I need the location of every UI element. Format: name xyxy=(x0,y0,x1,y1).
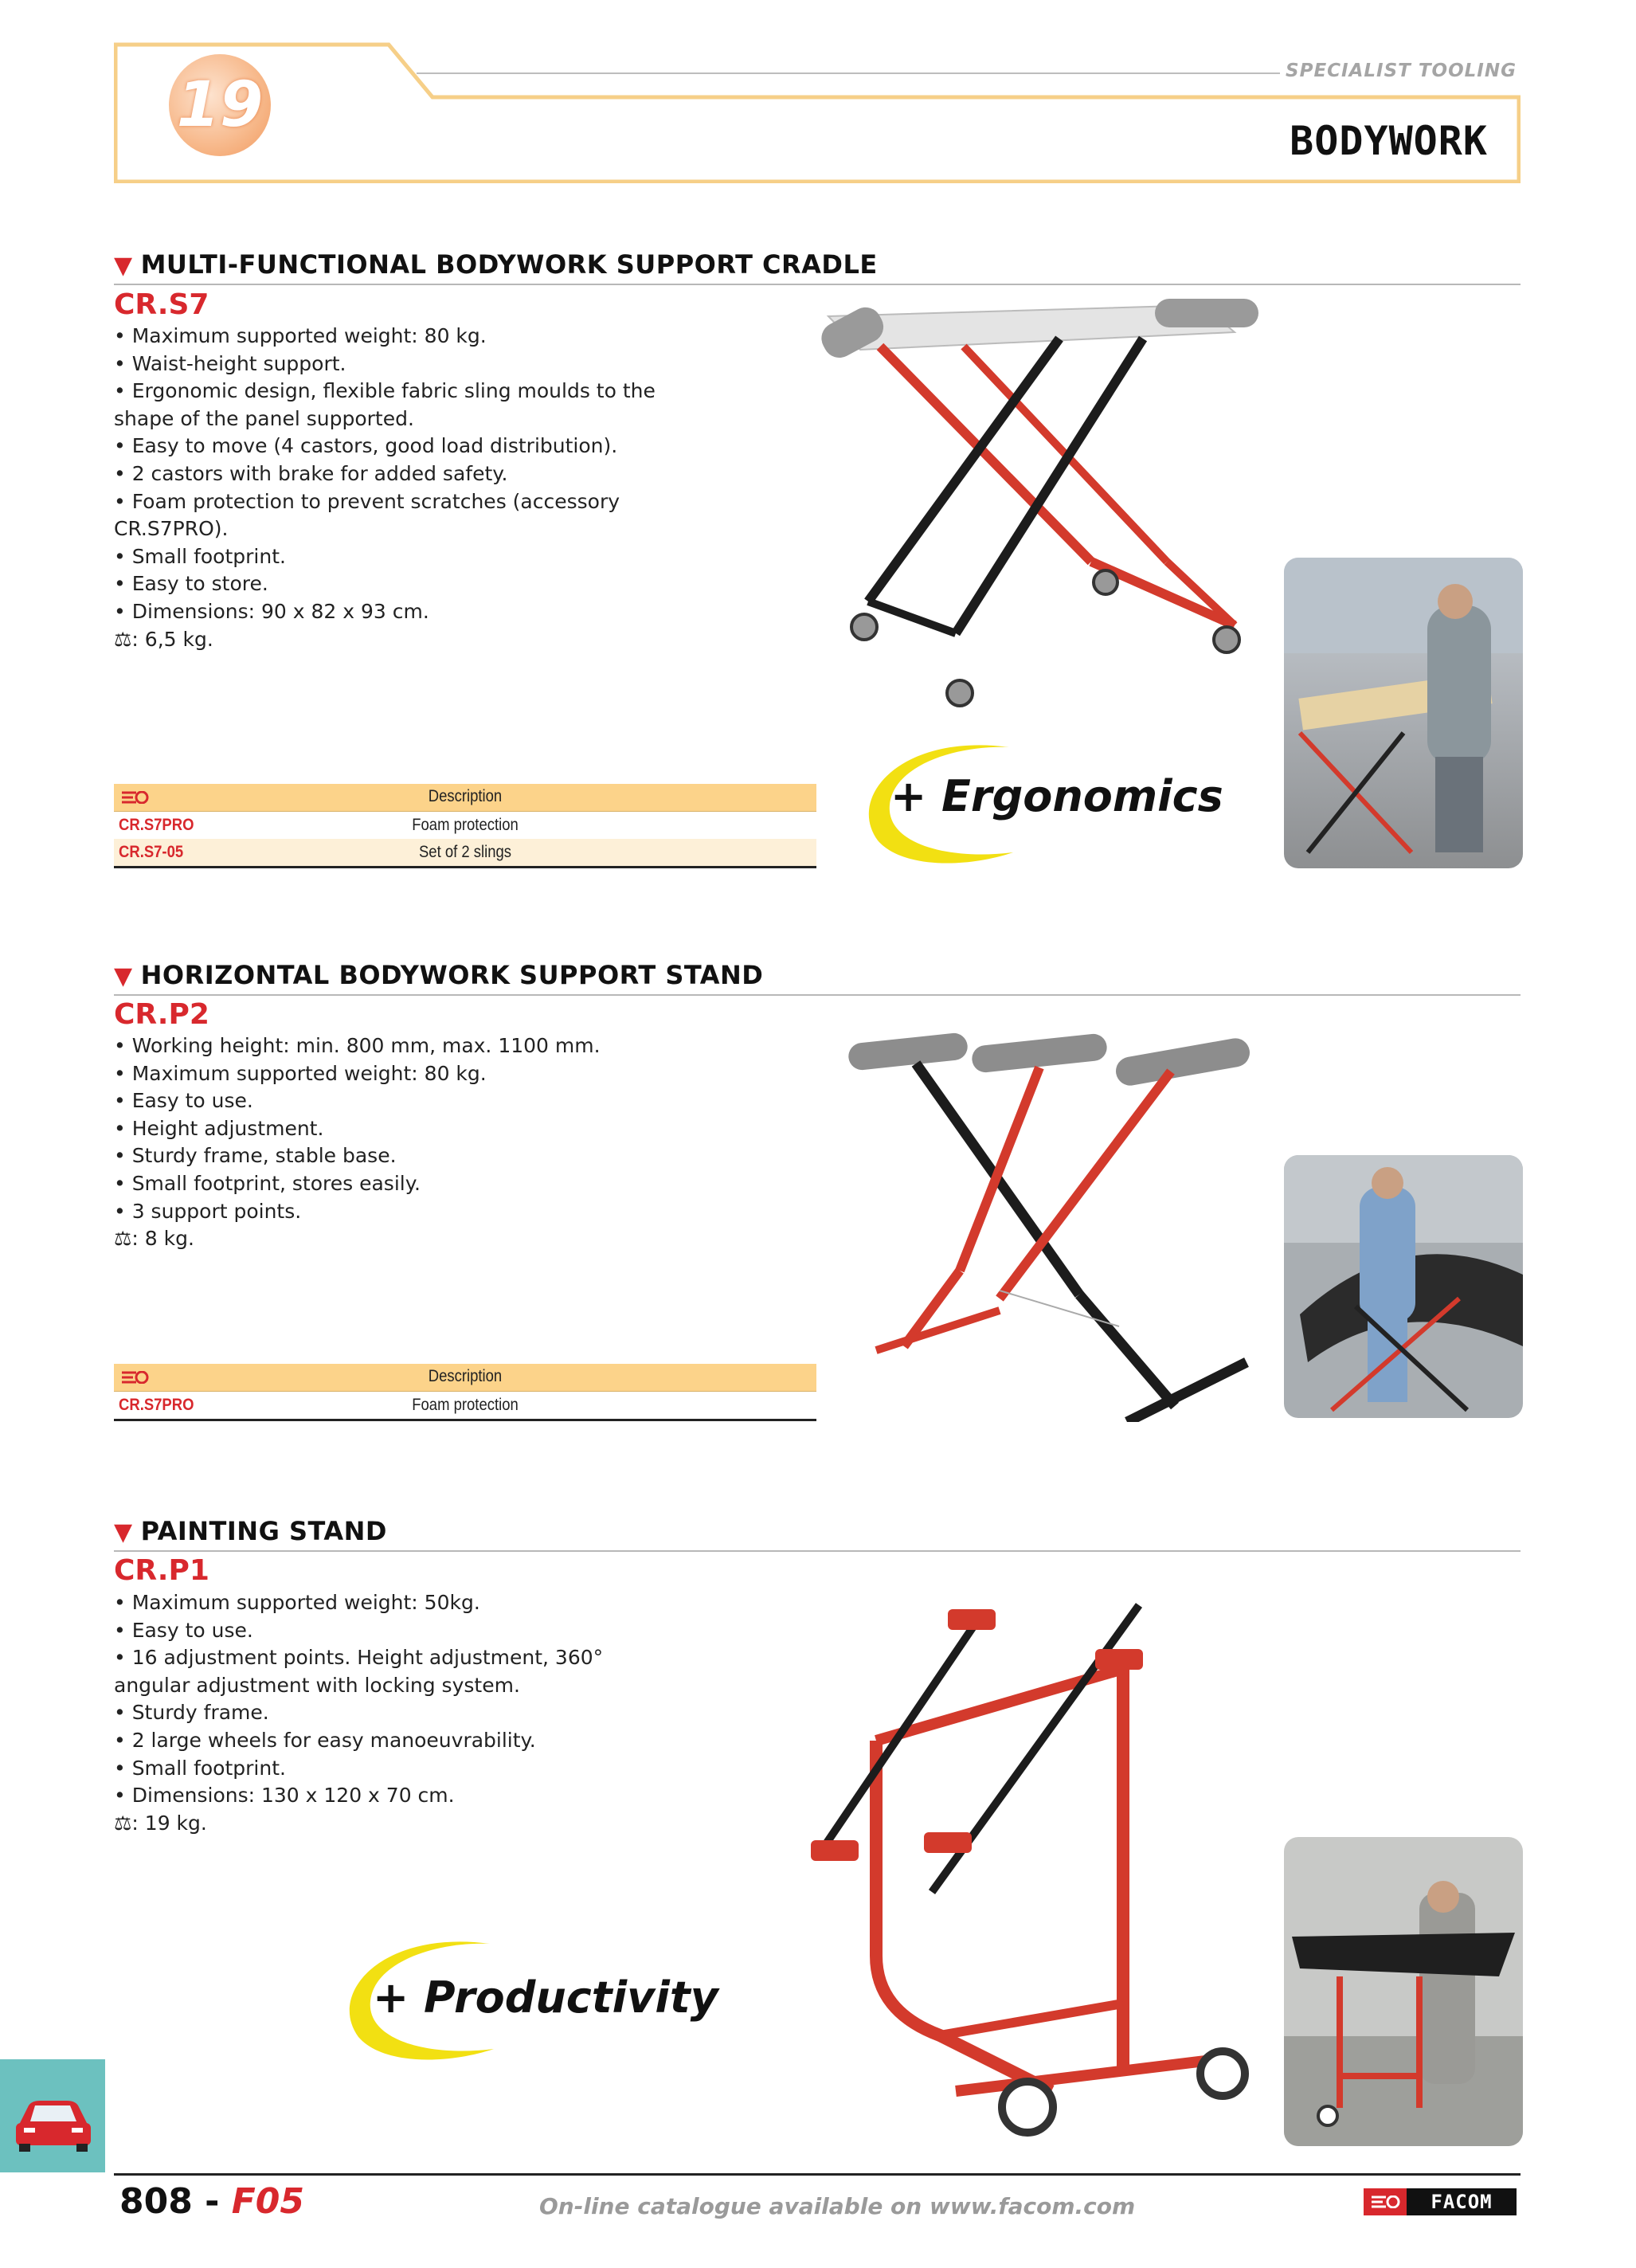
facom-logo-icon xyxy=(1372,2196,1402,2208)
facom-logo-text: FACOM xyxy=(1407,2188,1517,2215)
feature-list-cr-p2 xyxy=(114,1032,671,1253)
folio-code: F05 xyxy=(231,2181,305,2222)
section-title-text: HORIZONTAL BODYWORK SUPPORT STAND xyxy=(140,960,764,990)
painting-stand-usage-photo xyxy=(1284,1837,1523,2146)
row-description: Set of 2 slings xyxy=(418,843,512,861)
feature-line: • Maximum supported weight: 80 kg. xyxy=(114,1061,487,1085)
table-header xyxy=(114,784,816,812)
product-ref-cr-p1: CR.P1 xyxy=(114,1554,209,1587)
weight-line: ⚖: 8 kg. xyxy=(114,1227,194,1251)
table-header-description: Description xyxy=(428,1367,503,1385)
section-divider xyxy=(114,1550,1521,1552)
table-header xyxy=(114,1364,816,1392)
feature-line: angular adjustment with locking system. xyxy=(114,1673,520,1697)
chapter-side-tab xyxy=(0,2059,105,2172)
feature-line: • Small footprint. xyxy=(114,544,286,568)
feature-line: • Height adjustment. xyxy=(114,1116,324,1140)
feature-line: • Ergonomic design, flexible fabric sling moulds to the xyxy=(114,379,656,403)
accessory-table-cr-s7 xyxy=(114,784,816,868)
feature-line: • Maximum supported weight: 50kg. xyxy=(114,1591,480,1614)
feature-list-cr-s7 xyxy=(114,323,671,653)
horizontal-stand-product-image xyxy=(840,1032,1286,1422)
car-icon xyxy=(0,2059,105,2172)
triangle-icon: ▼ xyxy=(114,962,133,990)
table-row xyxy=(114,1392,816,1419)
feature-line: • 3 support points. xyxy=(114,1199,302,1223)
feature-line: • 2 large wheels for easy manoeuvrability. xyxy=(114,1728,536,1752)
feature-line: • Maximum supported weight: 80 kg. xyxy=(114,324,487,347)
feature-line: • Easy to store. xyxy=(114,572,268,596)
feature-line: • 16 adjustment points. Height adjustment, 360° xyxy=(114,1646,604,1670)
footer-rule xyxy=(114,2173,1521,2176)
feature-line: • Sturdy frame, stable base. xyxy=(114,1144,397,1168)
painting-stand-product-image xyxy=(789,1581,1266,2147)
weight-line: ⚖: 6,5 kg. xyxy=(114,627,213,651)
row-description: Foam protection xyxy=(412,816,519,834)
table-row xyxy=(114,812,816,839)
facom-ref-icon xyxy=(122,791,151,804)
feature-line: • Easy to use. xyxy=(114,1089,253,1113)
weight-line: ⚖: 19 kg. xyxy=(114,1811,207,1835)
facom-logo xyxy=(1364,2188,1517,2215)
horizontal-stand-usage-photo xyxy=(1284,1155,1523,1418)
feature-line: • Easy to use. xyxy=(114,1618,253,1642)
row-description: Foam protection xyxy=(412,1396,519,1414)
feature-line: • Waist-height support. xyxy=(114,351,346,375)
page-title: BODYWORK xyxy=(1290,118,1488,164)
section-title-text: PAINTING STAND xyxy=(140,1516,387,1546)
triangle-icon: ▼ xyxy=(114,1518,133,1546)
feature-list-cr-p1 xyxy=(114,1589,671,1837)
feature-line: • 2 castors with brake for added safety. xyxy=(114,461,508,485)
product-ref-cr-s7: CR.S7 xyxy=(114,288,209,321)
table-bottom-rule xyxy=(114,1419,816,1421)
cradle-usage-photo xyxy=(1284,558,1523,868)
section-divider xyxy=(114,994,1521,996)
section-title-horizontal-stand xyxy=(114,960,763,990)
product-ref-cr-p2: CR.P2 xyxy=(114,998,209,1031)
ergonomics-badge: + Ergonomics xyxy=(890,771,1223,821)
row-code: CR.S7PRO xyxy=(119,1396,194,1414)
catalogue-url[interactable]: On-line catalogue available on www.facom.com xyxy=(539,2193,1136,2219)
section-divider xyxy=(114,284,1521,285)
triangle-icon: ▼ xyxy=(114,252,133,280)
productivity-badge: + Productivity xyxy=(373,1972,718,2023)
category-label: SPECIALIST TOOLING xyxy=(1286,61,1517,81)
table-bottom-rule xyxy=(114,866,816,868)
feature-line: shape of the panel supported. xyxy=(114,406,414,430)
feature-line: • Working height: min. 800 mm, max. 1100 mm. xyxy=(114,1034,601,1057)
section-title-painting-stand xyxy=(114,1516,387,1546)
page-number xyxy=(119,2181,304,2222)
row-code: CR.S7-05 xyxy=(119,843,184,861)
row-code: CR.S7PRO xyxy=(119,816,194,834)
feature-line: CR.S7PRO). xyxy=(114,517,229,541)
feature-line: • Foam protection to prevent scratches (accessory xyxy=(114,489,620,513)
section-title-text: MULTI-FUNCTIONAL BODYWORK SUPPORT CRADLE xyxy=(140,249,878,280)
feature-line: • Sturdy frame. xyxy=(114,1701,269,1725)
table-row xyxy=(114,839,816,866)
page-number-text: 808 - xyxy=(119,2181,232,2222)
feature-line: • Small footprint, stores easily. xyxy=(114,1171,421,1195)
table-header-description: Description xyxy=(428,787,503,805)
feature-line: • Small footprint. xyxy=(114,1756,286,1780)
feature-line: • Dimensions: 90 x 82 x 93 cm. xyxy=(114,599,429,623)
feature-line: • Dimensions: 130 x 120 x 70 cm. xyxy=(114,1784,455,1808)
chapter-number: 19 xyxy=(169,54,271,156)
section-title-cradle xyxy=(114,249,878,280)
cradle-product-image xyxy=(804,299,1266,721)
accessory-table-cr-p2 xyxy=(114,1364,816,1421)
feature-line: • Easy to move (4 castors, good load distribution). xyxy=(114,434,618,458)
facom-ref-icon xyxy=(122,1371,151,1384)
